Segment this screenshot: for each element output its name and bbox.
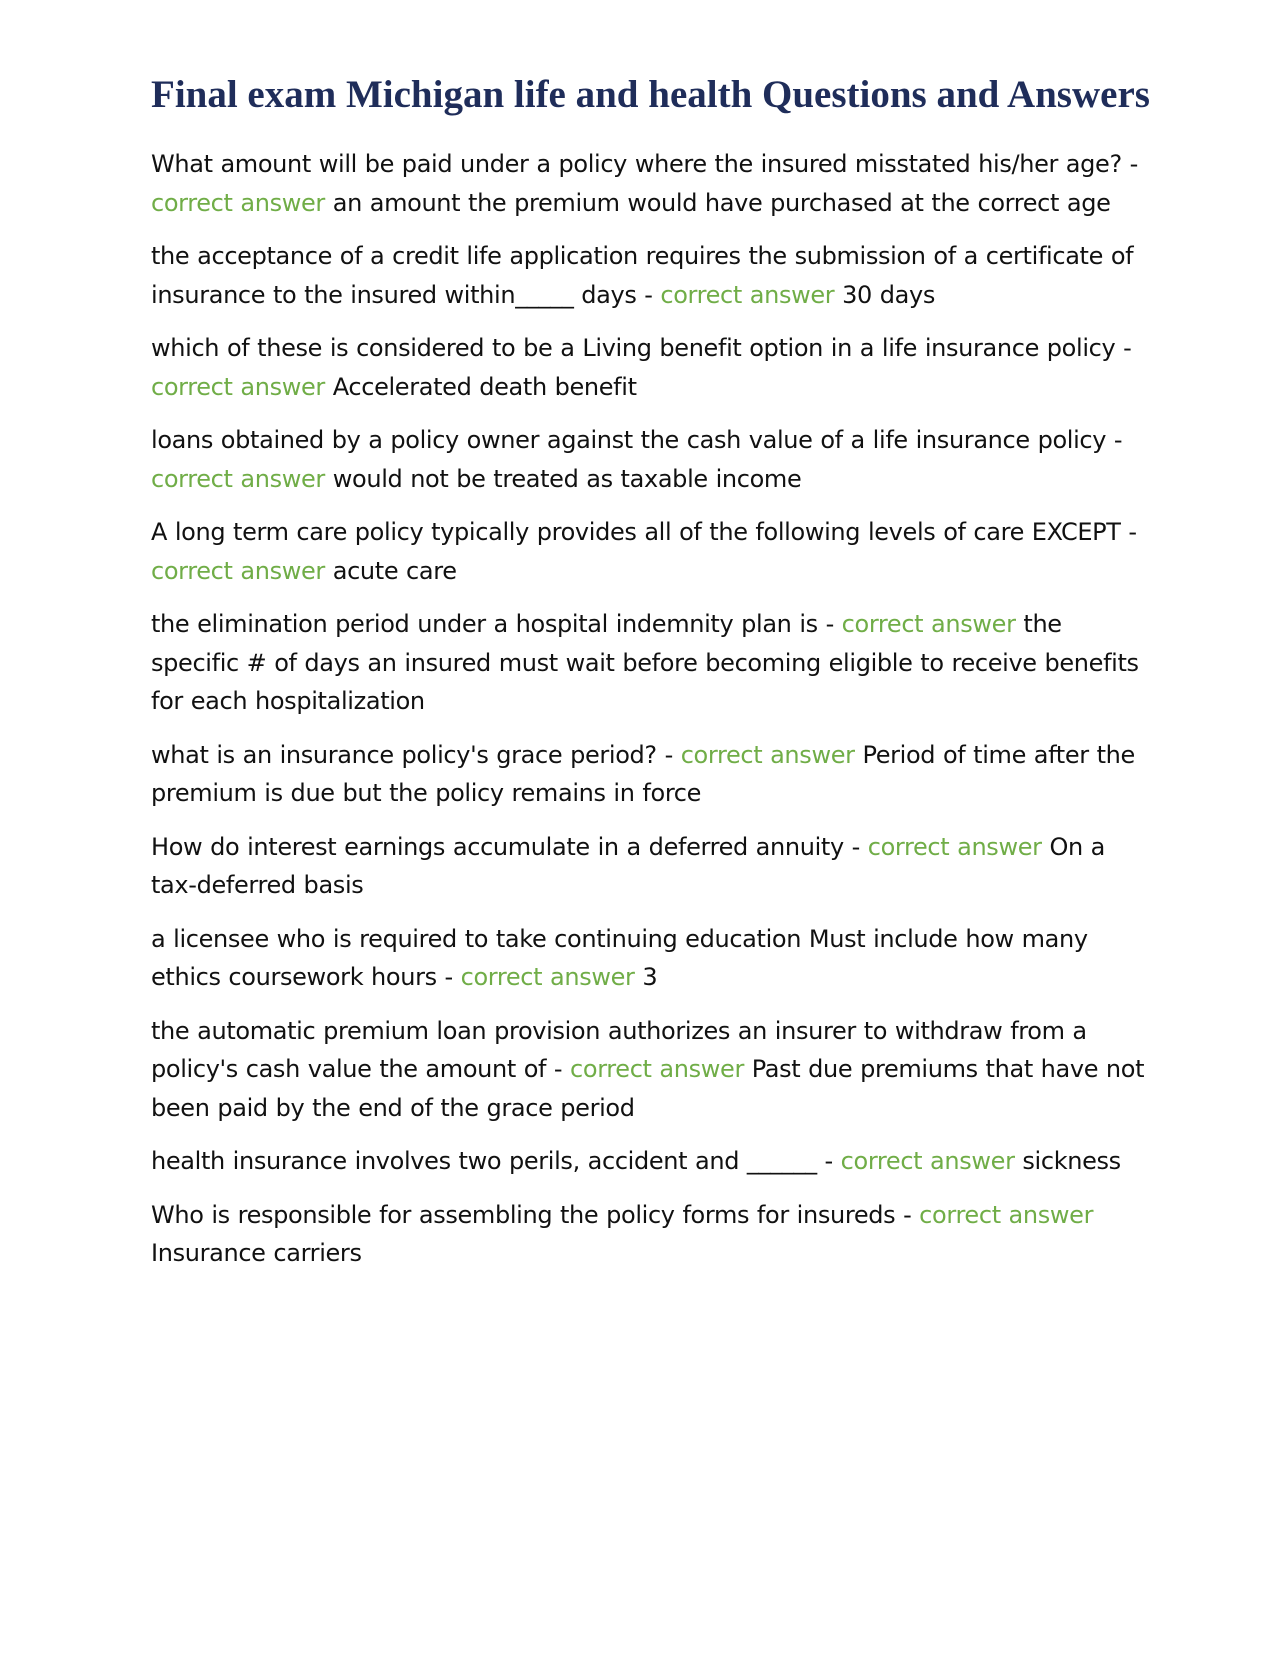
answer-text: Period of time after the premium is due but the policy remains in force <box>151 740 1135 807</box>
question-text: loans obtained by a policy owner against the cash value of a life insurance policy - <box>151 426 1123 454</box>
document-page <box>151 72 1151 1288</box>
qa-item <box>151 736 1151 813</box>
correct-answer-tag: correct answer <box>841 610 1016 638</box>
qa-item <box>151 1012 1151 1128</box>
question-text: How do interest earnings accumulate in a deferred annuity - <box>151 832 868 861</box>
question-text: which of these is considered to be a Living benefit option in a life insurance policy - <box>151 334 1132 362</box>
correct-answer-tag: correct answer <box>867 832 1042 861</box>
answer-text: On a tax-deferred basis <box>151 832 1105 899</box>
correct-answer-tag: correct answer <box>570 1055 744 1083</box>
answer-text: 30 days <box>842 280 935 309</box>
qa-item <box>151 1196 1151 1273</box>
qa-item <box>151 513 1151 590</box>
question-text: a licensee who is required to take continuing education Must include how many ethics coursework hours - <box>151 924 1088 991</box>
answer-text: Accelerated death benefit <box>332 372 637 401</box>
answer-text: acute care <box>332 556 457 585</box>
answer-text: 3 <box>642 963 658 991</box>
answer-text: the specific # of days an insured must wait before becoming eligible to receive benefits for each hospitalization <box>151 610 1139 715</box>
qa-item <box>151 828 1151 905</box>
correct-answer-tag: correct answer <box>151 372 325 401</box>
qa-list <box>151 145 1151 1273</box>
answer-text: Insurance carriers <box>151 1239 362 1267</box>
question-text: the automatic premium loan provision authorizes an insurer to withdraw from a policy's cash value the amount of - <box>151 1016 1087 1083</box>
correct-answer-tag: correct answer <box>151 464 325 493</box>
qa-item <box>151 605 1151 721</box>
correct-answer-tag: correct answer <box>840 1147 1015 1175</box>
qa-item <box>151 421 1151 498</box>
answer-text: sickness <box>1022 1147 1121 1175</box>
question-text: Who is responsible for assembling the policy forms for insureds - <box>151 1200 920 1229</box>
qa-item <box>151 1142 1151 1181</box>
correct-answer-tag: correct answer <box>151 188 325 217</box>
question-text: A long term care policy typically provides all of the following levels of care EXCEPT - <box>151 518 1137 546</box>
question-text: the elimination period under a hospital indemnity plan is - <box>151 610 842 638</box>
document-title: Final exam Michigan life and health Questions and Answers <box>151 73 1150 116</box>
qa-item <box>151 920 1151 997</box>
correct-answer-tag: correct answer <box>660 280 835 309</box>
question-text: what is an insurance policy's grace period? - <box>151 740 681 769</box>
correct-answer-tag: correct answer <box>460 963 635 991</box>
qa-item <box>151 329 1151 406</box>
qa-item <box>151 145 1151 222</box>
correct-answer-tag: correct answer <box>919 1200 1094 1229</box>
correct-answer-tag: correct answer <box>680 740 855 769</box>
question-text: health insurance involves two perils, accident and ______ - <box>151 1147 841 1175</box>
question-text: the acceptance of a credit life application requires the submission of a certificate of insurance to the insured within_____ days - <box>151 242 1134 309</box>
answer-text: would not be treated as taxable income <box>332 464 802 493</box>
correct-answer-tag: correct answer <box>151 556 325 585</box>
qa-item <box>151 237 1151 314</box>
answer-text: an amount the premium would have purchased at the correct age <box>332 188 1111 217</box>
answer-text: Past due premiums that have not been paid by the end of the grace period <box>151 1055 1145 1122</box>
question-text: What amount will be paid under a policy where the insured misstated his/her age? - <box>151 150 1138 178</box>
